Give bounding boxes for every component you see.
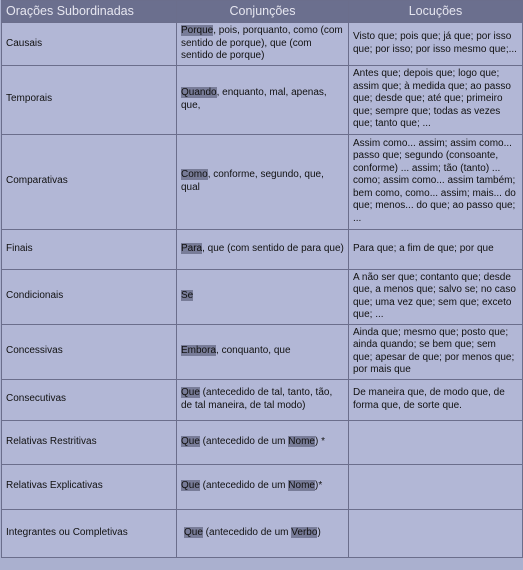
conjunctions-cell [177, 65, 349, 134]
locutions-cell: Para que; a fim de que; por que [349, 229, 523, 269]
conjunction-text-end: )* [314, 480, 323, 492]
highlighted-conjunction: Embora [181, 345, 217, 357]
conjunction-text-end: ) [317, 526, 321, 538]
conjunction-text: , conquanto, que [216, 345, 291, 357]
conjunction-text: , que (com sentido de para que) [202, 242, 344, 254]
locutions-cell [349, 420, 523, 464]
locutions-cell: A não ser que; contanto que; desde que, a menos que; salvo se; no caso que; uma vez que; sem que; exceto que; ... [349, 269, 523, 324]
highlighted-conjunction: Como [181, 169, 208, 180]
conjunction-text: , conforme, segundo, que, qual [181, 169, 324, 193]
row-name: Concessivas [2, 324, 177, 379]
conjunctions-cell [177, 509, 349, 557]
row-name: Integrantes ou Completivas [2, 509, 177, 557]
subordinate-clauses-table [1, 0, 523, 558]
conjunction-text-end: ) * [314, 435, 325, 447]
locutions-cell: Ainda que; mesmo que; posto que; ainda quando; se bem que; sem que; apesar de que; por menos que; por mais que [349, 324, 523, 379]
table-row [2, 65, 523, 134]
conjunction-text: (antecedido de um [199, 480, 289, 492]
conjunction-text: (antecedido de um [202, 526, 292, 538]
locutions-cell: Antes que; depois que; logo que; assim que; à medida que; ao passo que; desde que; até que; primeiro que; sempre que; todas as vezes que; tanto que; ... [349, 65, 523, 134]
conjunction-text: (antecedido de tal, tanto, tão, de tal maneira, de tal modo) [181, 387, 333, 411]
table-row [2, 134, 523, 229]
table-row [2, 464, 523, 509]
row-name: Finais [2, 229, 177, 269]
highlighted-word: Nome [288, 480, 315, 492]
row-name: Comparativas [2, 134, 177, 229]
locutions-cell: De maneira que, de modo que, de forma que, de sorte que. [349, 379, 523, 420]
header-row [2, 1, 523, 23]
table-row [2, 229, 523, 269]
table-row [2, 324, 523, 379]
row-name: Condicionais [2, 269, 177, 324]
conjunctions-cell [177, 379, 349, 420]
row-name: Relativas Restritivas [2, 420, 177, 464]
highlighted-conjunction: Se [181, 290, 194, 302]
table-row [2, 509, 523, 557]
highlighted-conjunction: Que [181, 435, 200, 447]
highlighted-word: Nome [288, 435, 315, 447]
highlighted-conjunction: Que [181, 387, 200, 398]
highlighted-conjunction: Que [184, 526, 203, 538]
highlighted-conjunction: Quando [181, 87, 217, 98]
locutions-cell [349, 464, 523, 509]
conjunctions-cell [177, 269, 349, 324]
conjunctions-cell [177, 23, 349, 66]
conjunctions-cell [177, 464, 349, 509]
header-locucoes: Locuções [349, 1, 523, 23]
conjunctions-cell [177, 134, 349, 229]
conjunction-text: , enquanto, mal, apenas, que, [181, 87, 327, 111]
table-row [2, 420, 523, 464]
header-oracoes: Orações Subordinadas [2, 1, 177, 23]
table-row [2, 23, 523, 66]
conjunctions-cell [177, 229, 349, 269]
row-name: Causais [2, 23, 177, 66]
locutions-cell: Visto que; pois que; já que; por isso que; por isso; por isso mesmo que;... [349, 23, 523, 66]
locutions-cell: Assim como... assim; assim como... passo que; segundo (consoante, conforme) ... assim; tão (tanto) ... como; assim como... assim também; bem como, como... assim; mais... do que; menos... do que; ao passo que; ... [349, 134, 523, 229]
highlighted-word: Verbo [291, 526, 318, 538]
conjunctions-cell [177, 420, 349, 464]
conjunctions-cell [177, 324, 349, 379]
conjunction-text: (antecedido de um [199, 435, 289, 447]
highlighted-conjunction: Para [181, 242, 203, 254]
header-conjuncoes: Conjunções [177, 1, 349, 23]
row-name: Relativas Explicativas [2, 464, 177, 509]
conjunction-text: , pois, porquanto, como (com sentido de porque), que (com sentido de porque) [181, 25, 343, 61]
table-row [2, 379, 523, 420]
highlighted-conjunction: Porque [181, 25, 214, 36]
highlighted-conjunction: Que [181, 480, 200, 492]
row-name: Temporais [2, 65, 177, 134]
row-name: Consecutivas [2, 379, 177, 420]
locutions-cell [349, 509, 523, 557]
table-row [2, 269, 523, 324]
